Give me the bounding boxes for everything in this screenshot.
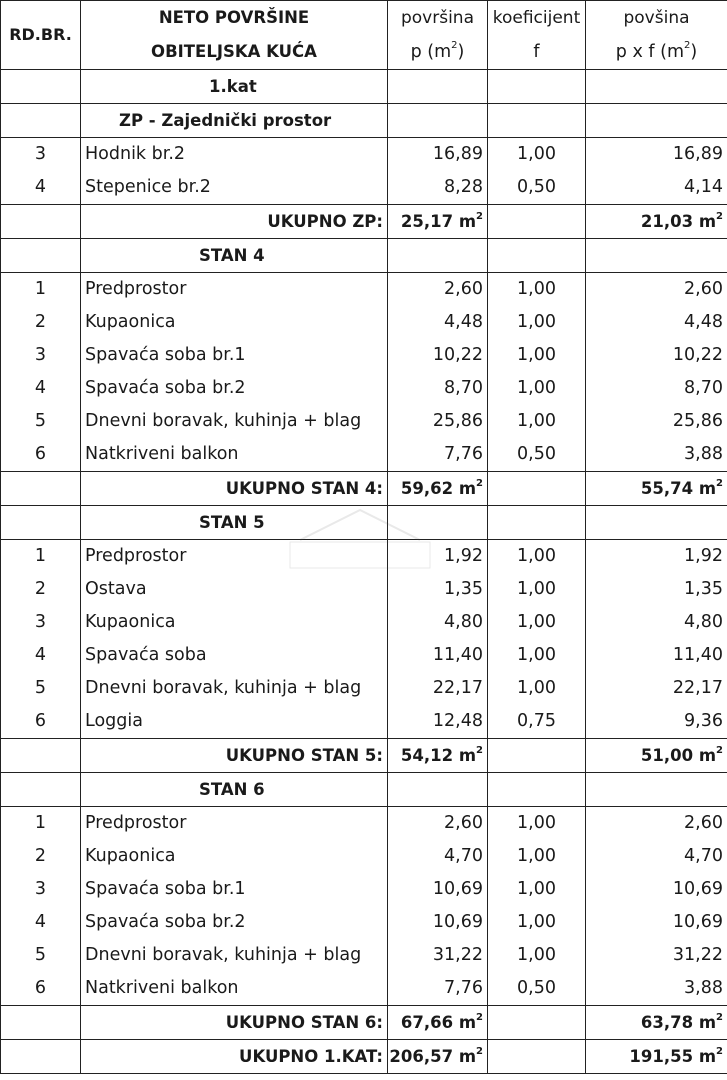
coef-value: 1,00 [488, 372, 586, 405]
room-name: Loggia [81, 705, 388, 739]
empty-cell [488, 506, 586, 540]
weighted-area-value: 10,22 [586, 339, 727, 372]
empty-cell [586, 104, 727, 138]
row-number: 5 [1, 939, 81, 972]
section-sum-row [1, 205, 727, 239]
empty-cell [1, 773, 81, 807]
section-sum-area-value: 25,17 [400, 212, 454, 231]
table-subtitle: OBITELJSKA KUĆA [81, 35, 388, 70]
empty-cell [488, 773, 586, 807]
section-sum-area-value: 59,62 [400, 479, 454, 498]
total-area-unit-sup: 2 [476, 1045, 483, 1057]
weighted-area-value: 9,36 [586, 705, 727, 739]
total-weighted-value: 191,55 [629, 1047, 694, 1066]
weighted-area-value: 4,14 [586, 171, 727, 205]
room-name: Kupaonica [81, 840, 388, 873]
coef-unit-header: f [488, 35, 586, 70]
section-sum-area-unit: m [458, 1013, 477, 1032]
table-row [1, 138, 727, 172]
area-value: 4,48 [388, 306, 488, 339]
area-value: 11,40 [388, 639, 488, 672]
weighted-area-value: 8,70 [586, 372, 727, 405]
area-value: 8,70 [388, 372, 488, 405]
watermark-logo [280, 500, 440, 580]
weighted-area-value: 3,88 [586, 972, 727, 1006]
total-weighted-unit: m [698, 1047, 717, 1066]
section-sum-area [388, 1006, 488, 1040]
section-sum-weighted-value: 21,03 [640, 212, 694, 231]
section-sum-area-unit: m [458, 212, 477, 231]
table-row [1, 306, 727, 339]
row-number: 6 [1, 705, 81, 739]
section-sum-area-unit-sup: 2 [476, 210, 483, 222]
area-value: 2,60 [388, 273, 488, 307]
section-sum-weighted-unit-sup: 2 [716, 1011, 723, 1023]
weighted-area-value: 25,86 [586, 405, 727, 438]
table-title: NETO POVRŠINE [81, 1, 388, 36]
section-sum-weighted-unit: m [698, 212, 717, 231]
coef-value: 0,50 [488, 972, 586, 1006]
weighted-area-value: 11,40 [586, 639, 727, 672]
section-sum-weighted [586, 1006, 727, 1040]
section-sum-label: UKUPNO STAN 5: [81, 739, 388, 773]
section-sum-area [388, 205, 488, 239]
empty-cell [586, 70, 727, 104]
area-value: 7,76 [388, 438, 488, 472]
table-row [1, 438, 727, 472]
weighted-area-value: 4,80 [586, 606, 727, 639]
area-unit-header: p $(m^2)$ [388, 35, 488, 70]
room-name: Hodnik br.2 [81, 138, 388, 172]
section-sum-weighted-unit: m [698, 1013, 717, 1032]
section-sum-area-unit-sup: 2 [476, 1011, 483, 1023]
row-number: 3 [1, 606, 81, 639]
area-value: 10,69 [388, 906, 488, 939]
coef-value: 0,50 [488, 438, 586, 472]
weighted-area-value: 2,60 [586, 273, 727, 307]
section-title: STAN 4 [81, 239, 388, 273]
row-number: 2 [1, 840, 81, 873]
room-name: Natkriveni balkon [81, 972, 388, 1006]
empty-cell [488, 104, 586, 138]
empty-cell [388, 239, 488, 273]
room-name: Kupaonica [81, 606, 388, 639]
section-title: STAN 5 [81, 506, 388, 540]
table-row [1, 273, 727, 307]
room-name: Dnevni boravak, kuhinja + blag [81, 672, 388, 705]
weighted-area-value: 31,22 [586, 939, 727, 972]
area-value: 7,76 [388, 972, 488, 1006]
coef-value: 1,00 [488, 639, 586, 672]
area-value: 22,17 [388, 672, 488, 705]
weighted-area-value: 22,17 [586, 672, 727, 705]
area-value: 1,92 [388, 540, 488, 574]
empty-cell [586, 773, 727, 807]
row-number: 6 [1, 972, 81, 1006]
total-weighted-unit-sup: 2 [716, 1045, 723, 1057]
empty-cell [586, 239, 727, 273]
table-row [1, 807, 727, 841]
coef-header: koeficijent [488, 1, 586, 36]
row-number: 4 [1, 171, 81, 205]
coef-value: 1,00 [488, 273, 586, 307]
row-number: 1 [1, 273, 81, 307]
weighted-area-value: 10,69 [586, 873, 727, 906]
empty-cell [488, 205, 586, 239]
area-value: 16,89 [388, 138, 488, 172]
empty-cell [388, 104, 488, 138]
table-row [1, 873, 727, 906]
section-title: STAN 6 [81, 773, 388, 807]
empty-cell [1, 1006, 81, 1040]
coef-value: 1,00 [488, 405, 586, 438]
coef-value: 1,00 [488, 840, 586, 873]
total-header: povšina [586, 1, 727, 36]
row-number: 3 [1, 873, 81, 906]
rdbr-header: RD.BR. [1, 1, 81, 70]
table-row [1, 639, 727, 672]
section-title-row [1, 239, 727, 273]
weighted-area-value: 2,60 [586, 807, 727, 841]
section-sum-label: UKUPNO ZP: [81, 205, 388, 239]
section-sum-weighted [586, 739, 727, 773]
weighted-area-value: 1,92 [586, 540, 727, 574]
row-number: 4 [1, 372, 81, 405]
section-sum-label: UKUPNO STAN 6: [81, 1006, 388, 1040]
empty-cell [1, 472, 81, 506]
row-number: 2 [1, 573, 81, 606]
row-number: 1 [1, 540, 81, 574]
area-value: 1,35 [388, 573, 488, 606]
room-name: Dnevni boravak, kuhinja + blag [81, 405, 388, 438]
table-row [1, 939, 727, 972]
total-area [388, 1040, 488, 1074]
coef-value: 1,00 [488, 606, 586, 639]
empty-cell [1, 506, 81, 540]
room-name: Spavaća soba [81, 639, 388, 672]
section-sum-area-unit: m [458, 479, 477, 498]
section-title: ZP - Zajednički prostor [81, 104, 388, 138]
empty-cell [1, 239, 81, 273]
empty-cell [488, 1006, 586, 1040]
room-name: Spavaća soba br.2 [81, 906, 388, 939]
empty-cell [388, 70, 488, 104]
floor-label: 1.kat [81, 70, 388, 104]
area-value: 2,60 [388, 807, 488, 841]
total-area-value: 206,57 [389, 1047, 454, 1066]
table-row [1, 405, 727, 438]
empty-cell [1, 70, 81, 104]
coef-value: 1,00 [488, 540, 586, 574]
section-sum-weighted-unit: m [698, 479, 717, 498]
area-value: 8,28 [388, 171, 488, 205]
empty-cell [488, 472, 586, 506]
room-name: Predprostor [81, 540, 388, 574]
empty-cell [586, 506, 727, 540]
weighted-area-value: 1,35 [586, 573, 727, 606]
section-sum-area-value: 54,12 [400, 746, 454, 765]
section-title-row [1, 104, 727, 138]
section-sum-row [1, 1006, 727, 1040]
empty-cell [388, 773, 488, 807]
empty-cell [488, 739, 586, 773]
section-sum-weighted-unit-sup: 2 [716, 744, 723, 756]
row-number: 4 [1, 906, 81, 939]
section-sum-row [1, 739, 727, 773]
section-sum-weighted-value: 51,00 [640, 746, 694, 765]
total-weighted [586, 1040, 727, 1074]
table-row [1, 171, 727, 205]
empty-cell [488, 70, 586, 104]
total-row [1, 1040, 727, 1074]
area-header: površina [388, 1, 488, 36]
header-row-bottom [1, 35, 727, 70]
row-number: 5 [1, 672, 81, 705]
area-value: 10,22 [388, 339, 488, 372]
weighted-area-value: 16,89 [586, 138, 727, 172]
table-row [1, 672, 727, 705]
area-value: 25,86 [388, 405, 488, 438]
total-area-unit: m [458, 1047, 477, 1066]
row-number: 5 [1, 405, 81, 438]
row-number: 3 [1, 339, 81, 372]
empty-cell [1, 1040, 81, 1074]
coef-value: 0,75 [488, 705, 586, 739]
total-unit-header: p x f $(m^2)$ [586, 35, 727, 70]
room-name: Spavaća soba br.1 [81, 873, 388, 906]
coef-value: 1,00 [488, 873, 586, 906]
section-sum-area-unit: m [458, 746, 477, 765]
table-row [1, 339, 727, 372]
area-value: 4,70 [388, 840, 488, 873]
row-number: 6 [1, 438, 81, 472]
table-row [1, 705, 727, 739]
row-number: 4 [1, 639, 81, 672]
weighted-area-value: 3,88 [586, 438, 727, 472]
weighted-area-value: 4,70 [586, 840, 727, 873]
section-sum-label: UKUPNO STAN 4: [81, 472, 388, 506]
coef-value: 1,00 [488, 573, 586, 606]
weighted-area-value: 10,69 [586, 906, 727, 939]
floor-label-row [1, 70, 727, 104]
coef-value: 1,00 [488, 339, 586, 372]
empty-cell [1, 104, 81, 138]
coef-value: 1,00 [488, 138, 586, 172]
section-sum-weighted-unit-sup: 2 [716, 210, 723, 222]
area-value: 4,80 [388, 606, 488, 639]
section-sum-weighted-unit-sup: 2 [716, 477, 723, 489]
room-name: Spavaća soba br.1 [81, 339, 388, 372]
coef-value: 1,00 [488, 906, 586, 939]
section-sum-weighted [586, 472, 727, 506]
weighted-area-value: 4,48 [586, 306, 727, 339]
room-name: Spavaća soba br.2 [81, 372, 388, 405]
room-name: Kupaonica [81, 306, 388, 339]
row-number: 1 [1, 807, 81, 841]
total-label: UKUPNO 1.KAT: [81, 1040, 388, 1074]
coef-value: 1,00 [488, 672, 586, 705]
area-value: 31,22 [388, 939, 488, 972]
table-row [1, 840, 727, 873]
empty-cell [1, 205, 81, 239]
empty-cell [488, 1040, 586, 1074]
section-title-row [1, 773, 727, 807]
header-row-top [1, 1, 727, 36]
table-row [1, 372, 727, 405]
area-value: 12,48 [388, 705, 488, 739]
room-name: Natkriveni balkon [81, 438, 388, 472]
coef-value: 0,50 [488, 171, 586, 205]
section-sum-area [388, 739, 488, 773]
table-row [1, 972, 727, 1006]
area-value: 10,69 [388, 873, 488, 906]
section-sum-weighted-unit: m [698, 746, 717, 765]
room-name: Ostava [81, 573, 388, 606]
section-sum-weighted-value: 55,74 [640, 479, 694, 498]
table-row [1, 606, 727, 639]
room-name: Predprostor [81, 807, 388, 841]
coef-value: 1,00 [488, 939, 586, 972]
row-number: 2 [1, 306, 81, 339]
room-name: Dnevni boravak, kuhinja + blag [81, 939, 388, 972]
section-sum-weighted-value: 63,78 [640, 1013, 694, 1032]
coef-value: 1,00 [488, 306, 586, 339]
section-sum-area-unit-sup: 2 [476, 744, 483, 756]
section-sum-area-value: 67,66 [400, 1013, 454, 1032]
empty-cell [488, 239, 586, 273]
section-sum-weighted [586, 205, 727, 239]
table-row [1, 906, 727, 939]
room-name: Stepenice br.2 [81, 171, 388, 205]
coef-value: 1,00 [488, 807, 586, 841]
row-number: 3 [1, 138, 81, 172]
room-name: Predprostor [81, 273, 388, 307]
empty-cell [1, 739, 81, 773]
section-sum-area-unit-sup: 2 [476, 477, 483, 489]
